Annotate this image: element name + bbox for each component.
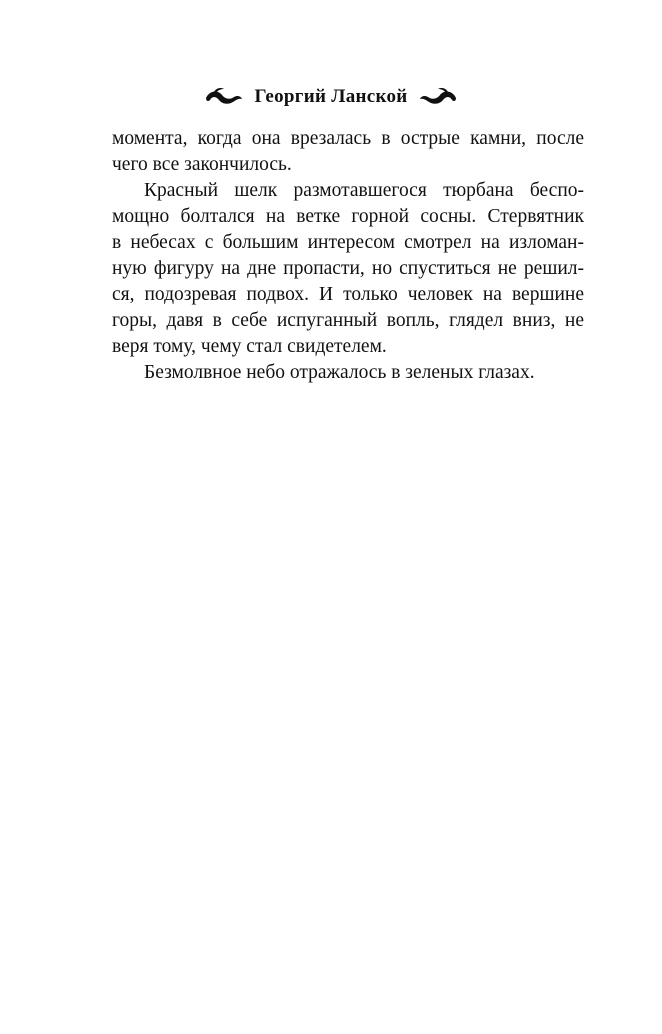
flourish-right-icon	[418, 86, 458, 108]
text-line: чего все закончилось.	[112, 154, 292, 175]
running-head	[0, 84, 662, 110]
text-line: ную фигуру на дне пропасти, но спуститься не решил-	[112, 258, 584, 279]
text-line: веря тому, чему стал свидетелем.	[112, 336, 387, 357]
text-line: ся, подозревая подвох. И только человек на вершине	[112, 284, 584, 305]
text-line: Красный шелк размотавшегося тюрбана беспо-	[144, 180, 584, 201]
running-head-title: Георгий Ланской	[254, 86, 408, 107]
text-line: в небесах с большим интересом смотрел на изломан-	[112, 232, 584, 253]
text-line: горы, давя в себе испуганный вопль, глядел вниз, не	[112, 310, 584, 331]
text-line: момента, когда она врезалась в острые камни, после	[112, 128, 584, 149]
text-line: мощно болтался на ветке горной сосны. Стервятник	[112, 206, 584, 227]
body-text	[112, 126, 584, 386]
text-line: Безмолвное небо отражалось в зеленых глазах.	[144, 362, 535, 383]
flourish-left-icon	[204, 86, 244, 108]
